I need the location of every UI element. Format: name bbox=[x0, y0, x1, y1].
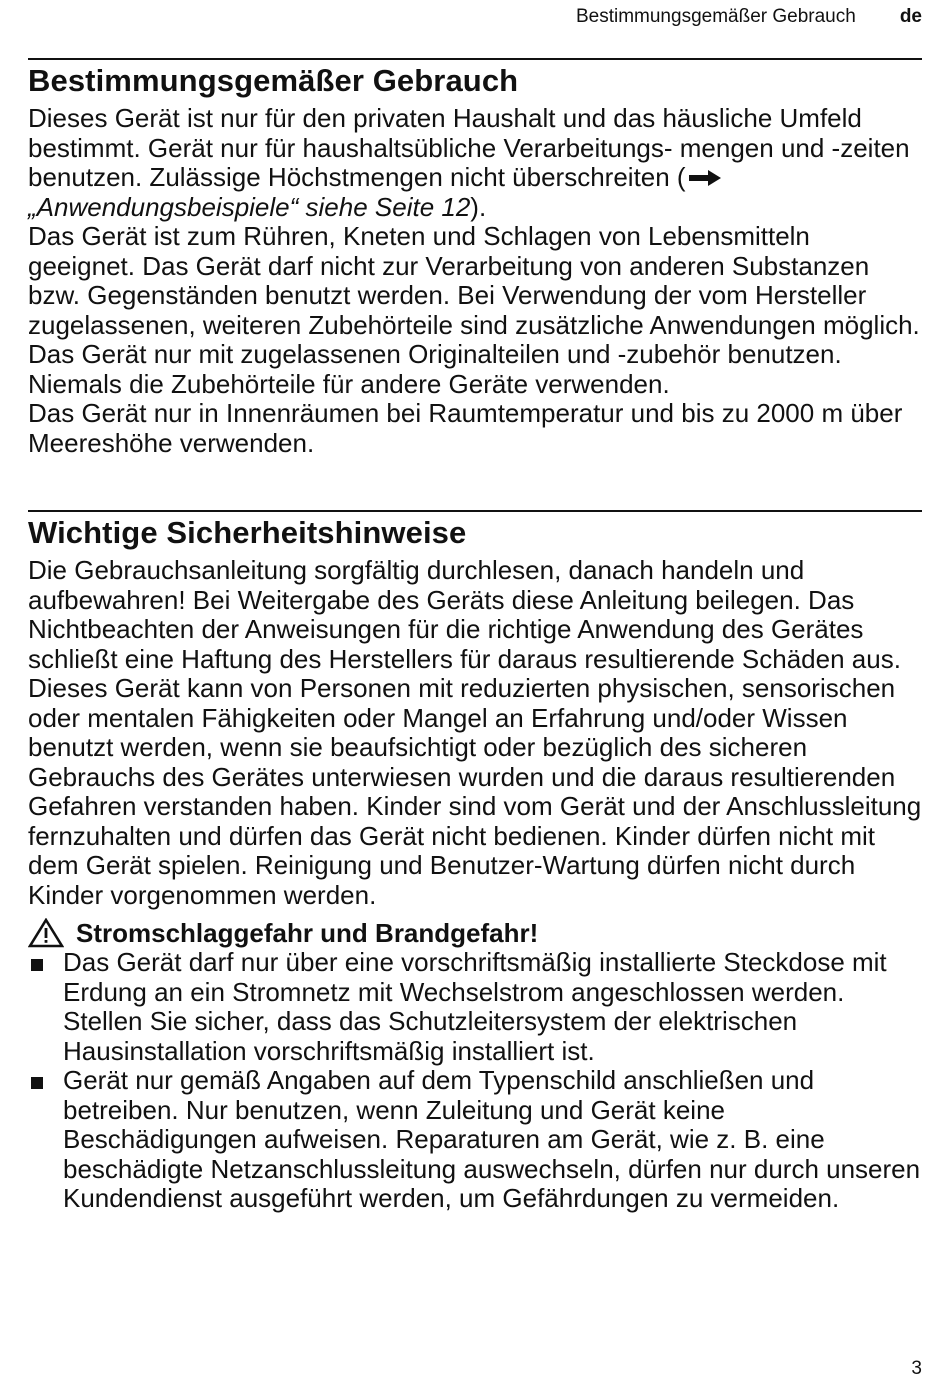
cross-reference-link[interactable]: „Anwendungsbeispiele“ siehe Seite 12 bbox=[28, 191, 471, 222]
section-divider bbox=[28, 58, 922, 60]
section-title: Wichtige Sicherheitshinweise bbox=[28, 515, 467, 550]
section-title: Bestimmungsgemäßer Gebrauch bbox=[28, 63, 519, 98]
square-bullet-icon bbox=[31, 959, 43, 971]
warning-title: Stromschlaggefahr und Brandgefahr! bbox=[76, 918, 539, 948]
square-bullet-icon bbox=[31, 1077, 43, 1089]
paragraph-text: Dieses Gerät ist nur für den privaten Haushalt und das häusliche Umfeld bestimmt. Gerät nur für haushaltsübliche Verarbeitungs- mengen und -zeiten benutzen. Zulässige Höchstmengen nicht überschreiten ( bbox=[28, 103, 910, 192]
list-item bbox=[28, 948, 922, 1066]
page-number: 3 bbox=[911, 1358, 922, 1379]
paragraph: Die Gebrauchsanleitung sorgfältig durchlesen, danach handeln und aufbewahren! Bei Weitergabe des Geräts diese Anleitung beilegen. Das Nichtbeachten der Anweisungen für die richtige Anwendung des Gerätes schließt eine Haftung des Herstellers für daraus resultierende Schäden aus. bbox=[28, 555, 901, 674]
warning-list bbox=[28, 948, 922, 1214]
section-body bbox=[28, 104, 922, 458]
section-safety-notes bbox=[28, 514, 922, 1214]
warning-heading bbox=[28, 918, 922, 948]
arrow-right-icon bbox=[688, 169, 722, 187]
paragraph: Das Gerät nur in Innenräumen bei Raumtemperatur und bis zu 2000 m über Meereshöhe verwenden. bbox=[28, 398, 903, 458]
running-header bbox=[28, 6, 922, 30]
section-intended-use bbox=[28, 62, 922, 458]
section-body bbox=[28, 556, 922, 910]
list-item-text: Gerät nur gemäß Angaben auf dem Typenschild anschließen und betreiben. Nur benutzen, wenn Zuleitung und Gerät keine Beschädigungen aufweisen. Reparaturen am Gerät, wie z. B. eine beschädigte Netzanschlussleitung auswechseln, dürfen nur durch unseren Kundendienst ausgeführt werden, um Gefährdungen zu vermeiden. bbox=[63, 1065, 921, 1213]
paragraph-text: ). bbox=[470, 191, 487, 222]
language-code: de bbox=[899, 6, 922, 27]
paragraph bbox=[28, 104, 922, 222]
warning-triangle-icon bbox=[28, 918, 64, 948]
paragraph: Dieses Gerät kann von Personen mit reduzierten physischen, sensorischen oder mentalen Fähigkeiten oder Mangel an Erfahrung und/oder Wissen benutzt werden, wenn sie beaufsichtigt oder bezüglich des sicheren Gebrauchs des Gerätes unterwiesen wurden und die daraus resultierenden Gefahren verstanden haben. Kinder sind vom Gerät und der Anschlussleitung fernzuhalten und dürfen das Gerät nicht bedienen. Kinder dürfen nicht mit dem Gerät spielen. Reinigung und Benutzer-Wartung dürfen nicht durch Kinder vorgenommen werden. bbox=[28, 673, 922, 910]
running-header-title: Bestimmungsgemäßer Gebrauch bbox=[575, 6, 856, 27]
paragraph: Das Gerät ist zum Rühren, Kneten und Schlagen von Lebensmitteln geeignet. Das Gerät darf nicht zur Verarbeitung von anderen Substanzen bzw. Gegenständen benutzt werden. Bei Verwendung der vom Hersteller zugelassenen, weiteren Zubehörteile sind zusätzliche Anwendungen möglich. Das Gerät nur mit zugelassenen Originalteilen und -zubehör benutzen. Niemals die Zubehörteile für andere Geräte verwenden. bbox=[28, 221, 920, 399]
list-item bbox=[28, 1066, 922, 1214]
section-divider bbox=[28, 510, 922, 512]
list-item-text: Das Gerät darf nur über eine vorschriftsmäßig installierte Steckdose mit Erdung an ein Stromnetz mit Wechselstrom angeschlossen werden. Stellen Sie sicher, dass das Schutzleitersystem der elektrischen Hausinstallation vorschriftsmäßig installiert ist. bbox=[63, 947, 887, 1066]
